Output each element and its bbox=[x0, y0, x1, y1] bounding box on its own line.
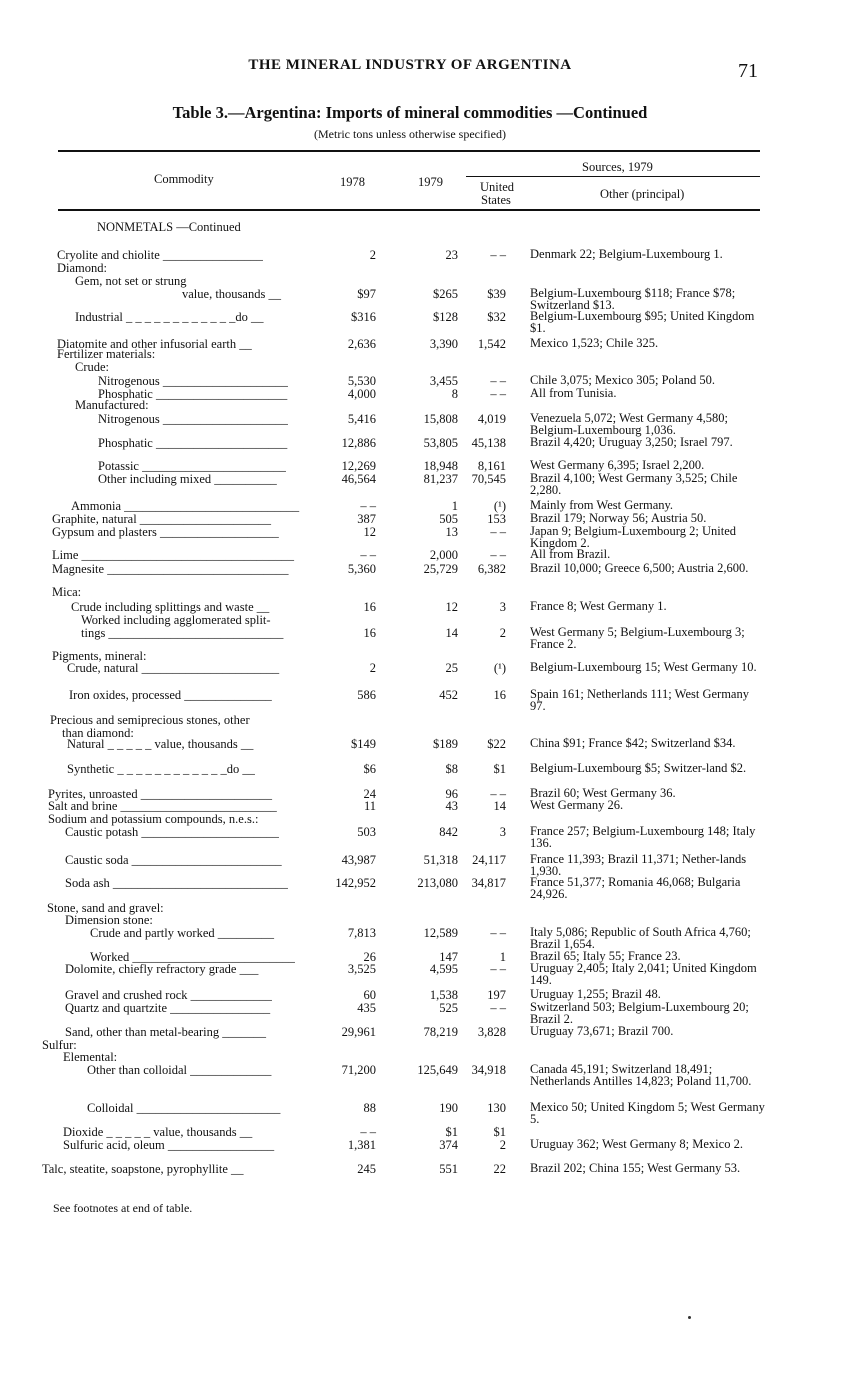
value-other-sources: Uruguay 2,405; Italy 2,041; United Kingdom 149. bbox=[530, 961, 757, 987]
value-us: 8,161 bbox=[477, 459, 506, 473]
commodity-label: Caustic soda ________________________ bbox=[65, 853, 282, 867]
commodity-label: Natural _ _ _ _ _ value, thousands __ bbox=[67, 737, 254, 751]
value-1978: 2,636 bbox=[347, 337, 376, 351]
value-other-sources: Denmark 22; Belgium-Luxembourg 1. bbox=[530, 247, 723, 261]
value-1979: $8 bbox=[445, 762, 458, 776]
value-other-sources: Mexico 1,523; Chile 325. bbox=[530, 336, 659, 350]
running-title: THE MINERAL INDUSTRY OF ARGENTINA bbox=[248, 57, 572, 73]
commodity-label: Nitrogenous ____________________ bbox=[98, 374, 288, 388]
commodity-label: Industrial _ _ _ _ _ _ _ _ _ _ _ _do __ bbox=[75, 310, 264, 324]
value-other-sources: Uruguay 1,255; Brazil 48. bbox=[530, 987, 661, 1001]
value-1978: 43,987 bbox=[341, 853, 376, 867]
value-us: 3 bbox=[499, 825, 506, 839]
commodity-label: Sodium and potassium compounds, n.e.s.: bbox=[48, 812, 259, 826]
value-other-sources: West Germany 26. bbox=[530, 798, 624, 812]
value-other-sources: Venezuela 5,072; West Germany 4,580; Belgium-Luxembourg 1,036. bbox=[530, 411, 729, 437]
value-other-sources: Uruguay 362; West Germany 8; Mexico 2. bbox=[530, 1137, 743, 1151]
value-1978: 12 bbox=[363, 525, 376, 539]
value-us: 34,918 bbox=[471, 1063, 506, 1077]
commodity-label: Pigments, mineral: bbox=[52, 649, 147, 663]
value-1978: 245 bbox=[357, 1162, 376, 1176]
value-1979: 1,538 bbox=[429, 988, 458, 1002]
page-number: 71 bbox=[738, 60, 758, 82]
commodity-label: Worked __________________________ bbox=[90, 950, 295, 964]
commodity-label: Crude, natural ______________________ bbox=[67, 661, 280, 675]
value-other-sources: West Germany 6,395; Israel 2,200. bbox=[530, 458, 705, 472]
col-header-us-line1: United bbox=[480, 180, 515, 194]
table-title: Table 3.—Argentina: Imports of mineral commodities —Continued bbox=[172, 103, 648, 122]
value-1978: – – bbox=[360, 499, 376, 513]
value-1978: 60 bbox=[363, 988, 376, 1002]
value-1979: 374 bbox=[439, 1138, 458, 1152]
value-us: $32 bbox=[487, 310, 506, 324]
commodity-label: Precious and semiprecious stones, other bbox=[50, 713, 250, 727]
value-1979: 2,000 bbox=[429, 548, 458, 562]
commodity-label: Colloidal _______________________ bbox=[87, 1101, 281, 1115]
value-1979: $265 bbox=[433, 287, 458, 301]
value-other-sources: Canada 45,191; Switzerland 18,491; Netherlands Antilles 14,823; Poland 11,700. bbox=[530, 1062, 752, 1088]
value-1979: 551 bbox=[439, 1162, 458, 1176]
value-1979: 12,589 bbox=[423, 926, 458, 940]
value-1978: – – bbox=[360, 548, 376, 562]
value-1978: $316 bbox=[351, 310, 376, 324]
commodity-label: Phosphatic _____________________ bbox=[98, 387, 288, 401]
commodity-label: Quartz and quartzite ________________ bbox=[65, 1001, 271, 1015]
value-us: 22 bbox=[493, 1162, 506, 1176]
section-heading: NONMETALS —Continued bbox=[97, 220, 241, 234]
value-1979: 8 bbox=[451, 387, 458, 401]
value-us: – – bbox=[490, 374, 506, 388]
value-us: – – bbox=[490, 248, 506, 262]
value-us: – – bbox=[490, 1001, 506, 1015]
value-1979: 3,455 bbox=[429, 374, 458, 388]
col-header-other: Other (principal) bbox=[600, 187, 685, 201]
commodity-label: Soda ash ____________________________ bbox=[65, 876, 288, 890]
value-1978: 11 bbox=[363, 799, 376, 813]
value-us: – – bbox=[490, 387, 506, 401]
value-other-sources: Belgium-Luxembourg 15; West Germany 10. bbox=[530, 660, 757, 674]
value-other-sources: Mexico 50; United Kingdom 5; West Germany 5. bbox=[530, 1100, 765, 1126]
value-1979: 3,390 bbox=[429, 337, 458, 351]
commodity-label: Lime __________________________________ bbox=[52, 548, 295, 562]
value-other-sources: Brazil 4,100; West Germany 3,525; Chile 2,280. bbox=[530, 471, 738, 497]
value-1979: 505 bbox=[439, 512, 458, 526]
commodity-label: Potassic _______________________ bbox=[98, 459, 286, 473]
value-1979: 25 bbox=[445, 661, 458, 675]
commodity-label: Fertilizer materials: bbox=[57, 347, 156, 361]
col-header-sources: Sources, 1979 bbox=[582, 160, 653, 174]
value-other-sources: France 11,393; Brazil 11,371; Nether-lands 1,930. bbox=[530, 852, 747, 878]
commodity-label: Synthetic _ _ _ _ _ _ _ _ _ _ _ _do __ bbox=[67, 762, 255, 776]
commodity-label: Mica: bbox=[52, 585, 82, 599]
value-other-sources: All from Tunisia. bbox=[530, 386, 617, 400]
commodity-label: than diamond: bbox=[62, 726, 134, 740]
speck bbox=[688, 1316, 691, 1319]
value-1978: 16 bbox=[363, 600, 376, 614]
commodity-label: Iron oxides, processed ______________ bbox=[69, 688, 272, 702]
value-1978: 71,200 bbox=[341, 1063, 376, 1077]
value-us: 4,019 bbox=[477, 412, 506, 426]
value-us: – – bbox=[490, 787, 506, 801]
commodity-label: Magnesite _____________________________ bbox=[52, 562, 289, 576]
value-1978: 586 bbox=[357, 688, 376, 702]
value-1979: 23 bbox=[445, 248, 458, 262]
value-1978: 16 bbox=[363, 626, 376, 640]
value-other-sources: Uruguay 73,671; Brazil 700. bbox=[530, 1024, 674, 1038]
commodity-label: Gypsum and plasters ___________________ bbox=[52, 525, 279, 539]
value-us: – – bbox=[490, 525, 506, 539]
commodity-label: Sulfuric acid, oleum _________________ bbox=[63, 1138, 275, 1152]
value-1978: 24 bbox=[363, 787, 376, 801]
value-1978: 46,564 bbox=[341, 472, 376, 486]
value-other-sources: Brazil 10,000; Greece 6,500; Austria 2,600. bbox=[530, 561, 749, 575]
value-us: $1 bbox=[493, 1125, 506, 1139]
value-1979: 53,805 bbox=[423, 436, 458, 450]
value-1978: $97 bbox=[357, 287, 376, 301]
value-1978: – – bbox=[360, 1125, 376, 1139]
value-us: 70,545 bbox=[471, 472, 506, 486]
commodity-label: Graphite, natural _____________________ bbox=[52, 512, 272, 526]
commodity-label: Cryolite and chiolite ________________ bbox=[57, 248, 263, 262]
value-us: 24,117 bbox=[472, 853, 506, 867]
value-us: 34,817 bbox=[471, 876, 506, 890]
col-header-commodity: Commodity bbox=[154, 172, 214, 186]
value-1978: $149 bbox=[351, 737, 376, 751]
commodity-label: Nitrogenous ____________________ bbox=[98, 412, 288, 426]
commodity-label: Sand, other than metal-bearing _______ bbox=[65, 1025, 266, 1039]
value-1978: 503 bbox=[357, 825, 376, 839]
value-us: (¹) bbox=[493, 661, 506, 675]
commodity-label: Salt and brine _________________________ bbox=[48, 799, 277, 813]
commodity-label: Dolomite, chiefly refractory grade ___ bbox=[65, 962, 259, 976]
commodity-label: Elemental: bbox=[63, 1050, 118, 1064]
value-other-sources: Mainly from West Germany. bbox=[530, 498, 674, 512]
value-us: 6,382 bbox=[477, 562, 506, 576]
commodity-label: Phosphatic _____________________ bbox=[98, 436, 288, 450]
value-other-sources: Spain 161; Netherlands 111; West Germany 97. bbox=[530, 687, 749, 713]
value-1978: 26 bbox=[363, 950, 376, 964]
value-1978: 12,269 bbox=[341, 459, 376, 473]
value-us: 130 bbox=[487, 1101, 506, 1115]
table-subtitle: (Metric tons unless otherwise specified) bbox=[314, 127, 506, 141]
commodity-label: Caustic potash ______________________ bbox=[65, 825, 279, 839]
commodity-label: Diatomite and other infusorial earth __ bbox=[57, 337, 252, 351]
commodity-label: Other than colloidal _____________ bbox=[87, 1063, 272, 1077]
value-1979: 81,237 bbox=[423, 472, 458, 486]
value-1979: 125,649 bbox=[417, 1063, 458, 1077]
value-other-sources: France 257; Belgium-Luxembourg 148; Italy 136. bbox=[530, 824, 756, 850]
value-us: 2 bbox=[499, 626, 506, 640]
commodity-label: Manufactured: bbox=[75, 398, 149, 412]
value-us: (¹) bbox=[493, 499, 506, 513]
top-rule bbox=[58, 150, 760, 152]
value-1979: 842 bbox=[439, 825, 458, 839]
value-1979: 213,080 bbox=[417, 876, 458, 890]
value-us: 3,828 bbox=[477, 1025, 506, 1039]
value-other-sources: All from Brazil. bbox=[530, 547, 611, 561]
commodity-label: Crude including splittings and waste __ bbox=[71, 600, 270, 614]
value-1978: 5,416 bbox=[347, 412, 376, 426]
value-1978: 387 bbox=[357, 512, 376, 526]
sources-rule bbox=[466, 176, 760, 177]
commodity-label: Talc, steatite, soapstone, pyrophyllite __ bbox=[42, 1162, 244, 1176]
value-1979: 78,219 bbox=[423, 1025, 458, 1039]
value-1978: 88 bbox=[363, 1101, 376, 1115]
value-1978: 4,000 bbox=[347, 387, 376, 401]
value-1978: 5,530 bbox=[347, 374, 376, 388]
commodity-label: tings ____________________________ bbox=[81, 626, 284, 640]
value-1979: 15,808 bbox=[423, 412, 458, 426]
value-other-sources: France 8; West Germany 1. bbox=[530, 599, 667, 613]
header-bottom-rule bbox=[58, 209, 760, 211]
value-1979: $189 bbox=[433, 737, 458, 751]
value-us: – – bbox=[490, 548, 506, 562]
value-1979: 14 bbox=[445, 626, 458, 640]
value-us: – – bbox=[490, 926, 506, 940]
commodity-label: Sulfur: bbox=[42, 1038, 77, 1052]
value-1978: 1,381 bbox=[347, 1138, 376, 1152]
value-1979: 13 bbox=[445, 525, 458, 539]
value-other-sources: Brazil 60; West Germany 36. bbox=[530, 786, 676, 800]
value-other-sources: Brazil 202; China 155; West Germany 53. bbox=[530, 1161, 741, 1175]
value-1979: 4,595 bbox=[429, 962, 458, 976]
value-1979: 43 bbox=[445, 799, 458, 813]
commodity-label: Worked including agglomerated split- bbox=[81, 613, 271, 627]
value-us: 14 bbox=[493, 799, 506, 813]
commodity-label: Dioxide _ _ _ _ _ value, thousands __ bbox=[63, 1125, 253, 1139]
value-us: 1,542 bbox=[477, 337, 506, 351]
col-header-1979: 1979 bbox=[418, 175, 443, 189]
value-us: $1 bbox=[493, 762, 506, 776]
value-1978: 3,525 bbox=[347, 962, 376, 976]
value-1979: 96 bbox=[445, 787, 458, 801]
value-1979: $1 bbox=[445, 1125, 458, 1139]
commodity-label: Gem, not set or strung bbox=[75, 274, 187, 288]
value-1979: 12 bbox=[445, 600, 458, 614]
value-1978: 2 bbox=[369, 661, 376, 675]
value-other-sources: Belgium-Luxembourg $95; United Kingdom $1. bbox=[530, 309, 755, 335]
value-1979: 190 bbox=[439, 1101, 458, 1115]
value-other-sources: Brazil 65; Italy 55; France 23. bbox=[530, 949, 681, 963]
value-other-sources: China $91; France $42; Switzerland $34. bbox=[530, 736, 736, 750]
value-1978: $6 bbox=[363, 762, 376, 776]
commodity-label: Crude: bbox=[75, 360, 110, 374]
value-other-sources: Italy 5,086; Republic of South Africa 4,760; Brazil 1,654. bbox=[530, 925, 751, 951]
value-us: 1 bbox=[499, 950, 506, 964]
value-1978: 7,813 bbox=[347, 926, 376, 940]
value-1978: 2 bbox=[369, 248, 376, 262]
col-header-us-line2: States bbox=[481, 193, 511, 207]
value-1978: 435 bbox=[357, 1001, 376, 1015]
commodity-label: Crude and partly worked _________ bbox=[90, 926, 274, 940]
value-us: 16 bbox=[493, 688, 506, 702]
col-header-1978: 1978 bbox=[340, 175, 365, 189]
value-other-sources: Belgium-Luxembourg $5; Switzer-land $2. bbox=[530, 761, 747, 775]
value-us: 3 bbox=[499, 600, 506, 614]
value-us: 197 bbox=[487, 988, 506, 1002]
value-us: 2 bbox=[499, 1138, 506, 1152]
value-1978: 142,952 bbox=[335, 876, 376, 890]
value-other-sources: France 51,377; Romania 46,068; Bulgaria 24,926. bbox=[530, 875, 741, 901]
value-1978: 12,886 bbox=[341, 436, 376, 450]
value-1978: 5,360 bbox=[347, 562, 376, 576]
value-1978: 29,961 bbox=[341, 1025, 376, 1039]
commodity-label: Ammonia ____________________________ bbox=[71, 499, 300, 513]
commodity-label: Gravel and crushed rock _____________ bbox=[65, 988, 272, 1002]
value-other-sources: Chile 3,075; Mexico 305; Poland 50. bbox=[530, 373, 716, 387]
value-other-sources: Brazil 179; Norway 56; Austria 50. bbox=[530, 511, 707, 525]
value-us: $39 bbox=[487, 287, 506, 301]
value-other-sources: Japan 9; Belgium-Luxembourg 2; United Kingdom 2. bbox=[530, 524, 736, 550]
commodity-label: Pyrites, unroasted _____________________ bbox=[48, 787, 272, 801]
value-other-sources: Switzerland 503; Belgium-Luxembourg 20; Brazil 2. bbox=[530, 1000, 749, 1026]
value-us: 153 bbox=[487, 512, 506, 526]
value-us: 45,138 bbox=[471, 436, 506, 450]
value-1979: 452 bbox=[439, 688, 458, 702]
value-1979: 147 bbox=[439, 950, 458, 964]
value-1979: 525 bbox=[439, 1001, 458, 1015]
value-other-sources: Belgium-Luxembourg $118; France $78; Switzerland $13. bbox=[530, 286, 736, 312]
commodity-label: value, thousands __ bbox=[182, 287, 281, 301]
value-us: $22 bbox=[487, 737, 506, 751]
value-1979: 51,318 bbox=[423, 853, 458, 867]
value-us: – – bbox=[490, 962, 506, 976]
commodity-label: Other including mixed __________ bbox=[98, 472, 277, 486]
value-other-sources: West Germany 5; Belgium-Luxembourg 3; France 2. bbox=[530, 625, 745, 651]
commodity-label: Diamond: bbox=[57, 261, 107, 275]
value-1979: 18,948 bbox=[423, 459, 458, 473]
commodity-label: Stone, sand and gravel: bbox=[47, 901, 164, 915]
commodity-label: Dimension stone: bbox=[65, 913, 153, 927]
value-1979: 25,729 bbox=[423, 562, 458, 576]
value-1979: 1 bbox=[451, 499, 458, 513]
value-1979: $128 bbox=[433, 310, 458, 324]
footnote: See footnotes at end of table. bbox=[53, 1201, 193, 1215]
value-other-sources: Brazil 4,420; Uruguay 3,250; Israel 797. bbox=[530, 435, 733, 449]
